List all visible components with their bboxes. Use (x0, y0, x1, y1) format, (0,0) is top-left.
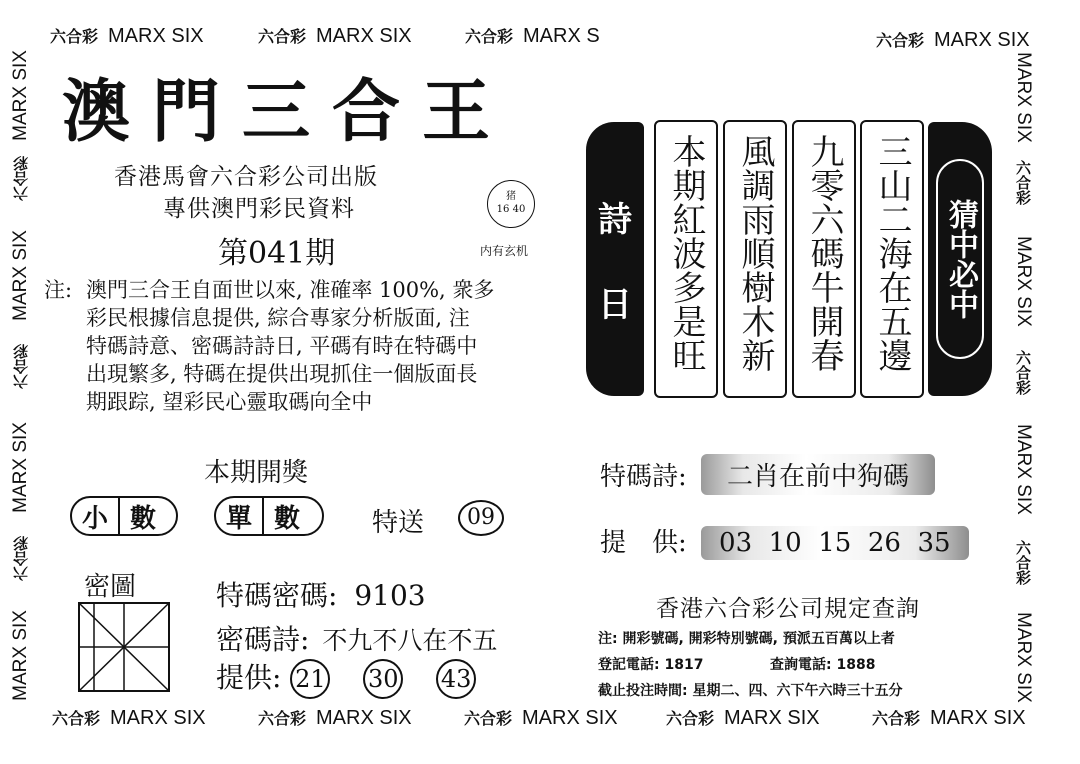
pill-right-char: 數 (118, 498, 166, 534)
poem-right-tab (928, 122, 992, 396)
right-banner-1: MARX SIX (1013, 52, 1034, 143)
zodiac-numbers: 16 40 (496, 204, 526, 215)
inner-note: 内有玄机 (480, 244, 529, 258)
tema-poem-row (600, 454, 935, 495)
top-banner-2: 六合彩 MARX SIX (258, 25, 412, 47)
note-line: 彩民根據信息提供, 綜合專家分析版面, 注 (86, 306, 470, 330)
bottom-banner-4: 六合彩 MARX SIX (666, 707, 820, 729)
poem-left-tab (586, 122, 644, 396)
secret-code-value: 9103 (354, 579, 426, 612)
poem-column-4: 三山二海在五邊 (860, 120, 924, 398)
supply-row (600, 522, 969, 560)
footnote-3: 截止投注時間: 星期二、四、六下午六時三十五分 (598, 683, 903, 699)
top-banner-4: 六合彩 MARX SIX (876, 29, 1030, 51)
left-banner-5: MARX SIX (10, 422, 31, 513)
supply-label: 提 供: (600, 528, 687, 558)
note-label: 注: (44, 278, 73, 302)
code-poem-row (216, 618, 497, 658)
bottom-banner-2: 六合彩 MARX SIX (258, 707, 412, 729)
zodiac-animal: 猪 (506, 191, 516, 202)
note-line: 出現繁多, 特碼在提供出現抓住一個版面長 (86, 362, 478, 386)
tesong-label: 特送 (372, 508, 425, 538)
top-banner-1: 六合彩 MARX SIX (50, 25, 204, 47)
top-banner-3: 六合彩 MARX S (465, 25, 600, 47)
left-banner-7: MARX SIX (10, 610, 31, 701)
tema-poem-value: 二肖在前中狗碼 (701, 454, 935, 495)
provide-ball: 30 (363, 659, 403, 699)
secret-code-row (216, 574, 426, 614)
pill-right-char: 數 (262, 498, 310, 534)
right-banner-7: MARX SIX (1013, 612, 1034, 703)
hk-inquiry-title: 香港六合彩公司規定查詢 (656, 596, 920, 622)
publisher-line-1: 香港馬會六合彩公司出版 (114, 164, 378, 190)
right-banner-4: 六合彩 (1014, 350, 1032, 395)
secret-code-label: 特碼密碼: (216, 579, 338, 612)
bottom-banner-3: 六合彩 MARX SIX (464, 707, 618, 729)
note-line: 期跟踪, 望彩民心靈取碼向全中 (86, 390, 373, 414)
poem-tab-char: 詩 (598, 200, 632, 240)
provide-row (216, 656, 476, 699)
left-banner-3: MARX SIX (10, 230, 31, 321)
bottom-banner-1: 六合彩 MARX SIX (52, 707, 206, 729)
note-lines (86, 276, 494, 416)
tema-poem-label: 特碼詩: (600, 462, 687, 492)
poem-column-2: 風調雨順樹木新 (723, 120, 787, 398)
secret-diagram-label: 密圖 (84, 572, 137, 602)
footnote-2a: 登記電話: 1817 (598, 657, 704, 673)
draw-result-small-number (70, 496, 178, 536)
issue-number: 第041期 (218, 236, 336, 271)
draw-result-odd-number (214, 496, 324, 536)
bottom-banner-5: 六合彩 MARX SIX (872, 707, 1026, 729)
footnote-1: 注: 開彩號碼, 開彩特別號碼, 預派五百萬以上者 (598, 631, 895, 647)
code-poem-value: 不九不八在不五 (322, 626, 498, 655)
provide-ball: 21 (290, 659, 330, 699)
left-banner-6: 六合彩 (12, 536, 30, 581)
draw-title: 本期開獎 (204, 458, 309, 488)
pill-left-char: 單 (226, 503, 253, 534)
right-banner-2: 六合彩 (1014, 160, 1032, 205)
poem-column-3: 九零六碼牛開春 (792, 120, 856, 398)
right-banner-5: MARX SIX (1013, 424, 1034, 515)
pill-left-char: 小 (82, 503, 109, 534)
left-banner-2: 六合彩 (12, 156, 30, 201)
poem-column-1: 本期紅波多是旺 (654, 120, 718, 398)
right-banner-6: 六合彩 (1014, 540, 1032, 585)
note-line: 特碼詩意、密碼詩詩日, 平碼有時在特碼中 (86, 334, 478, 358)
right-banner-3: MARX SIX (1013, 236, 1034, 327)
note-line: 澳門三合王自面世以來, 准確率 100%, 衆多 (86, 278, 495, 302)
provide-ball: 43 (436, 659, 476, 699)
secret-diagram (78, 602, 170, 692)
left-banner-4: 六合彩 (12, 344, 30, 389)
supply-numbers: 03 10 15 26 35 (701, 526, 969, 560)
tesong-number: 09 (458, 500, 504, 536)
guaranteed-hit-label: 猜中必中 (936, 159, 984, 359)
publisher-line-2: 專供澳門彩民資料 (163, 196, 355, 222)
main-title: 澳門三合王 (62, 72, 513, 152)
poem-tab-char: 日 (598, 285, 632, 325)
provide-label: 提供: (216, 661, 282, 694)
footnote-2b: 查詢電話: 1888 (770, 657, 876, 673)
code-poem-label: 密碼詩: (216, 623, 310, 656)
left-banner-1: MARX SIX (10, 50, 31, 141)
zodiac-stamp (487, 180, 535, 228)
